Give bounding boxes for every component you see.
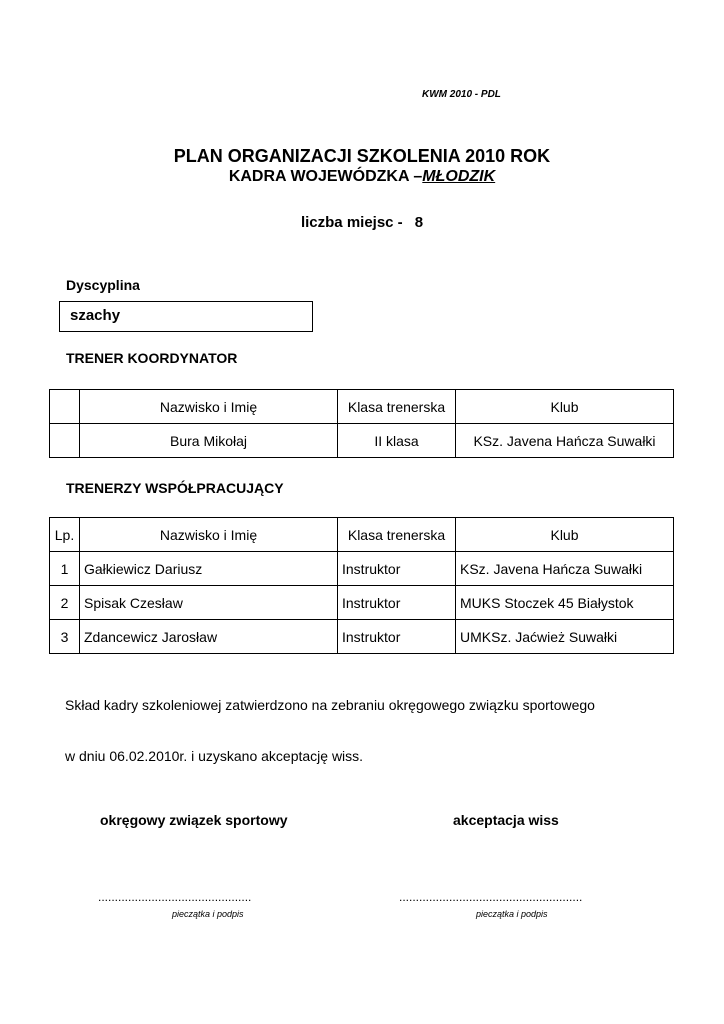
table-row <box>50 552 674 586</box>
table-row <box>50 620 674 654</box>
header-cell-club: Klub <box>456 518 674 552</box>
cooperating-heading: TRENERZY WSPÓŁPRACUJĄCY <box>66 480 284 496</box>
cell-lp: 1 <box>50 552 80 586</box>
discipline-box: szachy <box>59 301 313 332</box>
approval-line-1: Skład kadry szkoleniowej zatwierdzono na zebraniu okręgowego związku sportowego <box>65 697 595 713</box>
cell-club: KSz. Javena Hańcza Suwałki <box>456 552 674 586</box>
header-cell-club: Klub <box>456 390 674 424</box>
cell-name: Bura Mikołaj <box>80 424 338 458</box>
cell-lp: 3 <box>50 620 80 654</box>
subtitle-emphasis: MŁODZIK <box>422 168 496 185</box>
left-signature-line: .............................................. <box>98 890 252 904</box>
approval-line-2: w dniu 06.02.2010r. i uzyskano akceptację wiss. <box>65 748 364 764</box>
header-cell-class: Klasa trenerska <box>338 390 456 424</box>
table-row <box>50 424 674 458</box>
places-value: 8 <box>414 214 424 231</box>
header-cell-lp: Lp. <box>50 518 80 552</box>
places-count <box>0 214 724 231</box>
right-signature-line: ....................................................... <box>399 890 583 904</box>
left-stamp-label: pieczątka i podpis <box>172 909 244 919</box>
document-code: KWM 2010 - PDL <box>422 89 501 100</box>
document-subtitle <box>0 168 724 186</box>
discipline-label: Dyscyplina <box>66 277 140 293</box>
cell-name: Zdancewicz Jarosław <box>80 620 338 654</box>
cell-club: KSz. Javena Hańcza Suwałki <box>456 424 674 458</box>
header-cell-name: Nazwisko i Imię <box>80 390 338 424</box>
right-signature-heading: akceptacja wiss <box>453 812 559 828</box>
header-cell-lp <box>50 390 80 424</box>
right-stamp-label: pieczątka i podpis <box>476 909 548 919</box>
table-header-row <box>50 518 674 552</box>
cooperating-table <box>49 517 674 654</box>
cell-class: Instruktor <box>338 552 456 586</box>
cell-name: Spisak Czesław <box>80 586 338 620</box>
cell-lp <box>50 424 80 458</box>
cell-lp: 2 <box>50 586 80 620</box>
cell-club: MUKS Stoczek 45 Białystok <box>456 586 674 620</box>
header-cell-name: Nazwisko i Imię <box>80 518 338 552</box>
places-label: liczba miejsc - <box>300 214 403 231</box>
document-title: PLAN ORGANIZACJI SZKOLENIA 2010 ROK <box>173 146 551 166</box>
coordinator-heading: TRENER KOORDYNATOR <box>66 350 238 366</box>
cell-class: Instruktor <box>338 586 456 620</box>
cell-club: UMKSz. Jaćwież Suwałki <box>456 620 674 654</box>
header-cell-class: Klasa trenerska <box>338 518 456 552</box>
table-row <box>50 586 674 620</box>
cell-class: II klasa <box>338 424 456 458</box>
subtitle-prefix: KADRA WOJEWÓDZKA – <box>228 168 423 185</box>
cell-class: Instruktor <box>338 620 456 654</box>
coordinator-table <box>49 389 674 458</box>
table-header-row <box>50 390 674 424</box>
cell-name: Gałkiewicz Dariusz <box>80 552 338 586</box>
left-signature-heading: okręgowy związek sportowy <box>100 812 288 828</box>
